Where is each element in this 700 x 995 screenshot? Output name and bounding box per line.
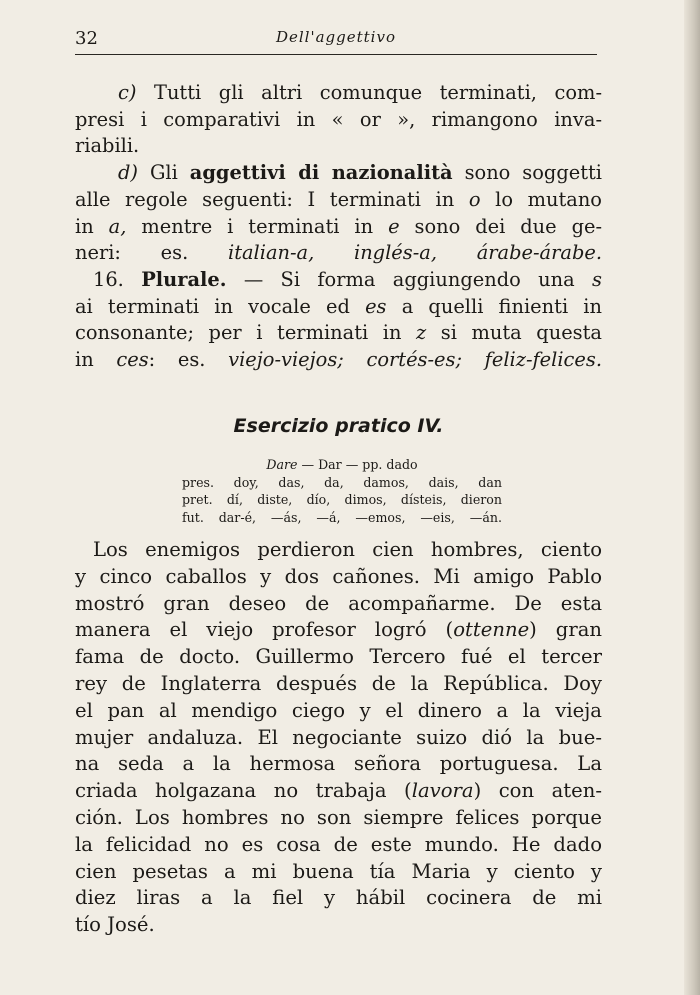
para-c-line-3: riabili. [75, 134, 140, 158]
page-header [75, 26, 597, 55]
conjugation-present: pres. doy, das, da, damos, dais, dan [182, 474, 502, 490]
para-d-line-3: in a, mentre i terminati in e sono dei due ge- [75, 214, 603, 238]
exercise-line: la felicidad no es cosa de este mundo. He dado [75, 832, 602, 856]
conjugation-table [182, 456, 502, 526]
para-d-line-1: d) Gli aggettivi di nazionalità sono soggetti [118, 161, 603, 185]
exercise-text [75, 537, 602, 939]
exercise-line: rey de Inglaterra después de la República. Doy [75, 671, 602, 695]
running-title: Dell'aggettivo [275, 28, 396, 46]
para-16-line-1: 16. Plurale. — Si forma aggiungendo una s [93, 267, 602, 291]
exercise-line: fama de docto. Guillermo Tercero fué el tercer [75, 645, 602, 669]
conjugation-heading: Dare — Dar — pp. dado [266, 457, 418, 472]
page-number: 32 [75, 28, 98, 49]
exercise-title: Esercizio pratico IV. [233, 415, 444, 437]
exercise-line: diez liras a la fiel y hábil cocinera de mi [75, 886, 602, 910]
exercise-line: ción. Los hombres no son siempre felices porque [75, 805, 602, 829]
exercise-line: Los enemigos perdieron cien hombres, ciento [93, 538, 602, 561]
exercise-line: manera el viejo profesor logró (ottenne) gran [75, 618, 602, 642]
exercise-line: criada holgazana no trabaja (lavora) con aten- [75, 779, 602, 803]
exercise-line: tío José. [75, 913, 155, 937]
exercise-line: y cinco caballos y dos cañones. Mi amigo Pablo [75, 564, 602, 588]
para-c-line-1: c) Tutti gli altri comunque terminati, com- [118, 81, 602, 104]
conjugation-preterite: pret. dí, diste, dío, dimos, dísteis, dieron [182, 492, 502, 507]
para-d-line-4: neri: es. italian-a, inglés-a, árabe-árabe. [75, 241, 602, 265]
exercise-line: el pan al mendigo ciego y el dinero a la vieja [75, 698, 602, 722]
exercise-line: cien pesetas a mi buena tía Maria y ciento y [75, 859, 602, 883]
exercise-line: na seda a la hermosa señora portuguesa. La [75, 752, 602, 776]
para-d-line-2: alle regole seguenti: I terminati in o lo mutano [75, 187, 602, 211]
para-16-line-4: in ces: es. viejo-viejos; cortés-es; feliz-felices. [75, 348, 602, 372]
para-c-line-2: presi i comparativi in « or », rimangono inva- [75, 107, 602, 131]
exercise-line: mujer andaluza. El negociante suizo dió la bue- [75, 725, 602, 749]
conjugation-future: fut. dar-é, —ás, —á, —emos, —eis, —án. [182, 509, 502, 525]
grammar-text [75, 80, 602, 374]
page-edge [684, 0, 700, 995]
para-16-line-3: consonante; per i terminati in z si muta questa [75, 321, 602, 345]
para-16-line-2: ai terminati in vocale ed es a quelli finienti in [75, 294, 602, 318]
exercise-line: mostró gran deseo de acompañarme. De esta [75, 591, 602, 615]
